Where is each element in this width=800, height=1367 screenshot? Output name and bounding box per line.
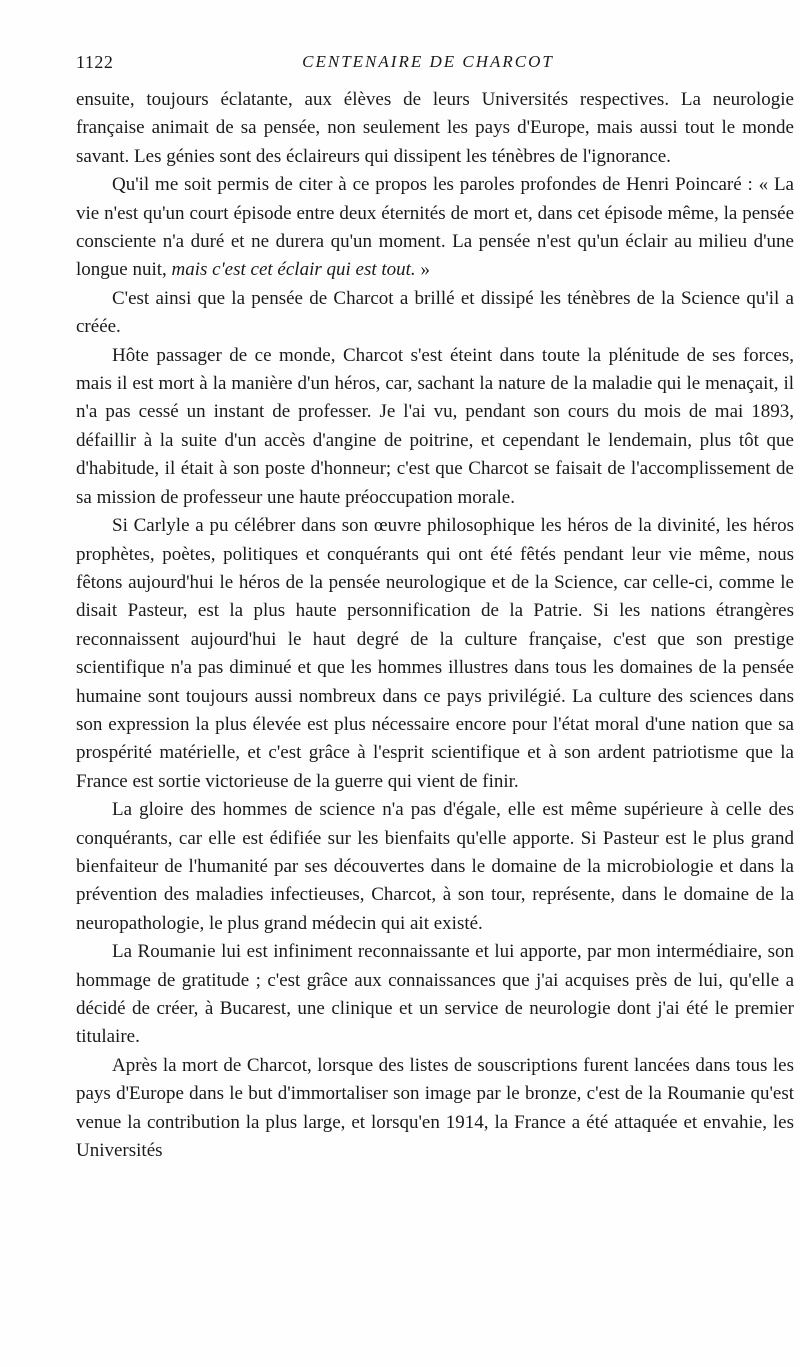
quote-italic-text: mais c'est cet éclair qui est tout.: [171, 259, 416, 281]
running-title: CENTENAIRE DE CHARCOT: [302, 52, 554, 71]
paragraph-4: [76, 342, 794, 512]
paragraph-7: [76, 938, 794, 1052]
paragraph-text: La Roumanie lui est infiniment reconnaissante et lui apporte, par mon intermédiaire, son hommage de gratitude ; c'est grâce aux connaissances que j'ai acquises près de lui, qu'elle a décidé de créer, à Bucarest, une clinique et un service de neurologie dont j'ai été le premier titulaire.: [76, 941, 794, 1048]
paragraph-1: [76, 86, 794, 171]
paragraph-text: La gloire des hommes de science n'a pas d'égale, elle est même supérieure à celle des conquérants, car elle est édifiée sur les bienfaits qu'elle apporte. Si Pasteur est le plus grand bienfaiteur de l'humanité par ses découvertes dans le domaine de la microbiologie et dans la prévention des maladies infectieuses, Charcot, à son tour, représente, dans le domaine de la neuropathologie, le plus grand médecin qui ait existé.: [76, 799, 794, 934]
paragraph-3: [76, 285, 794, 342]
paragraph-text: ensuite, toujours éclatante, aux élèves de leurs Universités respectives. La neurologie française animait de sa pensée, non seulement les pays d'Europe, mais aussi tout le monde savant. Les génies sont des éclaireurs qui dissipent les ténèbres de l'ignorance.: [76, 89, 794, 167]
paragraph-text: Hôte passager de ce monde, Charcot s'est éteint dans toute la plénitude de ses forces, mais il est mort à la manière d'un héros, car, sachant la nature de la maladie qui le menaçait, il n'a pas cessé un instant de professer. Je l'ai vu, pendant son cours du mois de mai 1893, défaillir à la suite d'un accès d'angine de poitrine, et cependant le lendemain, plus tôt que d'habitude, il était à son poste d'honneur; c'est que Charcot se faisait de l'accomplissement de sa mission de professeur une haute préoccupation morale.: [76, 344, 794, 508]
paragraph-2-poincare-quote: [76, 171, 794, 285]
page-number: 1122: [76, 52, 114, 72]
quote-close: »: [415, 259, 430, 281]
paragraph-text: Après la mort de Charcot, lorsque des listes de souscriptions furent lancées dans tous les pays d'Europe dans le but d'immortaliser son image par le bronze, c'est de la Roumanie qu'est venue la contribution la plus large, et lorsqu'en 1914, la France a été attaquée et envahie, les Universités: [76, 1054, 794, 1162]
paragraph-text: Si Carlyle a pu célébrer dans son œuvre philosophique les héros de la divinité, les héros prophètes, poètes, politiques et conquérants qui ont été fêtés pendant leur vie même, nous fêtons aujourd'hui le héros de la pensée neurologique et de la Science, car celle-ci, comme le disait Pasteur, est la plus haute personnification de la Patrie. Si les nations étrangères reconnaissent aujourd'hui le haut degré de la culture française, c'est que son prestige scientifique n'a pas diminué et que les hommes illustres dans tous les domaines de la pensée humaine sont toujours aussi nombreux dans ce pays privilégié. La culture des sciences dans son expression la plus élevée est plus nécessaire encore pour l'état moral d'une nation que sa prospérité matérielle, et c'est grâce à l'esprit scientifique et à son ardent patriotisme que la France est sortie victorieuse de la guerre qui vient de finir.: [76, 515, 794, 792]
paragraph-8: [76, 1052, 794, 1166]
running-head: [76, 52, 770, 82]
paragraph-6: [76, 796, 794, 938]
body-text: [76, 86, 794, 1165]
paragraph-text: C'est ainsi que la pensée de Charcot a brillé et dissipé les ténèbres de la Science qu'il a créée.: [76, 287, 794, 338]
paragraph-text: Qu'il me soit permis de citer à ce propos les paroles profondes de Henri Poincaré : « La vie n'est qu'un court épisode entre deux éternités de mort et, dans cet épisode même, la pensée consciente n'a duré et ne durera qu'un moment. La pensée n'est qu'un éclair au milieu d'une longue nuit,: [76, 174, 794, 281]
paragraph-5: [76, 512, 794, 796]
